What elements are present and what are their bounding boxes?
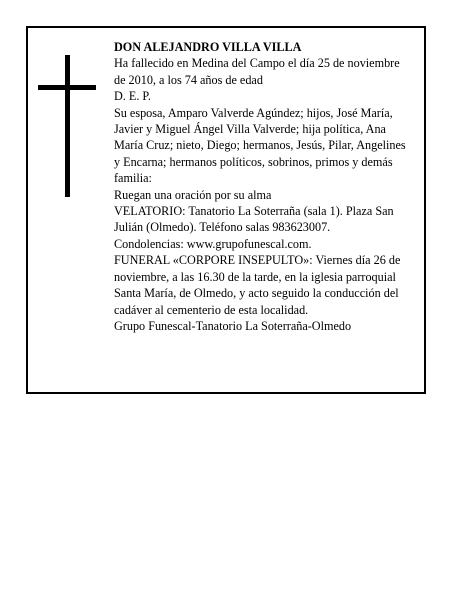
prayer-request: Ruegan una oración por su alma bbox=[114, 187, 272, 202]
funeral-info: FUNERAL «CORPORE INSEPULTO»: Viernes día 26 de noviembre, a las 16.30 de la tarde, en la iglesia parroquial Santa María, de Olmedo, y acto seguido la conducción del cadáver al cementerio de esta localidad. bbox=[114, 253, 401, 317]
deceased-name: DON ALEJANDRO VILLA VILLA bbox=[114, 40, 302, 54]
obituary-text-block bbox=[114, 39, 414, 334]
cross-horizontal-bar bbox=[38, 85, 96, 90]
death-info: Ha fallecido en Medina del Campo el día 25 de noviembre de 2010, a los 74 años de edad bbox=[114, 56, 400, 87]
wake-info: VELATORIO: Tanatorio La Soterraña (sala 1). Plaza San Julián (Olmedo). Teléfono salas 983623007. bbox=[114, 204, 394, 235]
funeral-home: Grupo Funescal-Tanatorio La Soterraña-Olmedo bbox=[114, 318, 352, 333]
condolences-info: Condolencias: www.grupofunescal.com. bbox=[114, 236, 312, 251]
rest-in-peace: D. E. P. bbox=[114, 89, 151, 104]
cross-vertical-bar bbox=[65, 55, 70, 197]
family-list: Su esposa, Amparo Valverde Agúndez; hijos, José María, Javier y Miguel Ángel Villa Valverde; hija política, Ana María Cruz; nieto, Diego; hermanos, Jesús, Pilar, Angelines y Encarna; hermanos políticos, sobrinos, primos y demás familia: bbox=[114, 105, 406, 186]
